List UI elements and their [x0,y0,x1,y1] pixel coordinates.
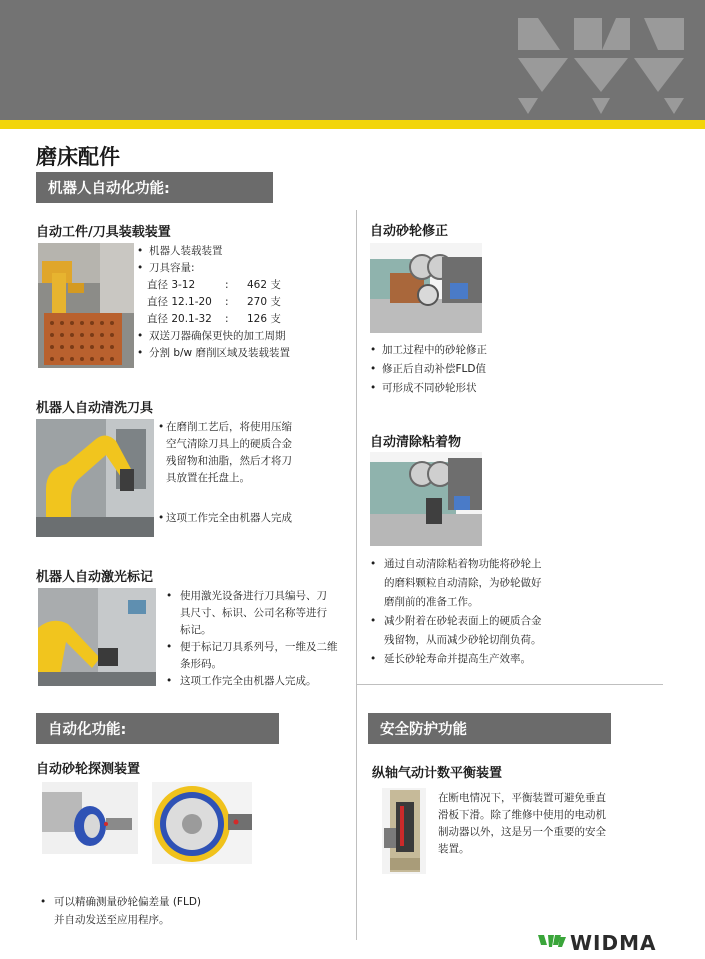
capacity-value: 270 支 [247,296,281,308]
capacity-row [137,311,347,328]
text-line: 装置。 [438,843,470,855]
brand-name: WIDMA [570,931,657,955]
balance-device-image [382,788,426,874]
capacity-value: 126 支 [247,313,281,325]
text-line: 残留物和油脂，然后才将刀 [166,455,292,467]
text-line: 制动器以外，这是另一个重要的安全 [438,826,606,838]
text-line: 并自动发送至应用程序。 [54,914,170,926]
adhesion-wheel-image [370,452,482,546]
probe-text [40,893,340,929]
laser-robot-image [38,588,156,686]
banner-robot-automation [36,172,273,203]
text-line: 具放置在托盘上。 [166,472,250,484]
text-line: 这项工作完全由机器人完成。 [180,675,317,687]
capacity-label: 直径 20.1-32 [147,313,212,325]
brand-mark-icon [518,18,684,114]
list-item: • 机器人装载装置 [137,243,347,260]
text-line: 磨削前的准备工作。 [384,596,479,608]
cleaning-text [158,419,348,527]
dressing-title: 自动砂轮修正 [370,224,449,239]
capacity-row [137,277,347,294]
cleaning-title: 机器人自动清洗刀具 [36,401,154,416]
banner-safety [368,713,611,744]
adhesion-title: 自动清除粘着物 [370,435,462,450]
text-line: 可以精确测量砂轮偏差量 (FLD) [54,896,202,908]
banner-label: 安全防护功能 [380,722,467,738]
text-line: 延长砂轮寿命并提高生产效率。 [384,653,531,665]
text-line: 残留物，从而减少砂轮切削负荷。 [384,634,542,646]
section-divider [357,684,663,685]
list-item: • 双送刀器确保更快的加工周期 [137,328,347,345]
capacity-sep: : [225,313,229,325]
bullet-dot: • [370,558,377,570]
banner-label: 机器人自动化功能: [48,181,170,197]
text-line: 通过自动清除粘着物功能将砂轮上 [384,558,542,570]
text-line: 空气清除刀具上的硬质合金 [166,438,292,450]
bullet-dot: • [370,615,377,627]
dressing-bullets [370,341,650,398]
list-item: • 分割 b/w 磨削区域及装载装置 [137,345,347,362]
probe-title: 自动砂轮探测装置 [36,762,141,777]
loading-station-image [38,243,134,368]
dressing-wheel-image [370,243,482,333]
bullet-dot: • [166,590,173,602]
text-line: 标记。 [180,624,212,636]
banner-label: 自动化功能: [48,722,127,738]
text-line: 具尺寸、标识、公司名称等进行 [180,607,327,619]
loading-title: 自动工件/刀具装载装置 [36,225,171,240]
capacity-value: 462 支 [247,279,281,291]
capacity-sep: : [225,296,229,308]
balance-title: 纵轴气动计数平衡装置 [372,766,503,781]
text-line: 滑板下滑。除了维修中使用的电动机 [438,809,606,821]
text-line: 在断电情况下，平衡装置可避免垂直 [438,792,606,804]
text-line: 条形码。 [180,658,222,670]
bullet-dot: • [370,653,377,665]
banner-automation [36,713,279,744]
text-line: 的磨料颗粒自动清除，为砂轮做好 [384,577,542,589]
loading-bullets [137,243,347,362]
bullet-dot: • [166,675,173,687]
list-item: • 加工过程中的砂轮修正 [370,341,650,360]
adhesion-text [370,555,660,669]
capacity-label: 直径 12.1-20 [147,296,212,308]
text-line: 在磨削工艺后，将使用压缩 [166,421,292,433]
laser-title: 机器人自动激光标记 [36,570,154,585]
list-item: • 刀具容量: [137,260,347,277]
capacity-sep: : [225,279,229,291]
list-item: • 可形成不同砂轮形状 [370,379,650,398]
bullet-dot: • [166,641,173,653]
brand-logo [538,931,656,955]
page-title: 磨床配件 [36,145,120,169]
bullet-dot: • [158,421,165,433]
text-line: 这项工作完全由机器人完成 [166,512,292,524]
column-divider [356,210,357,940]
capacity-row [137,294,347,311]
bullet-dot: • [158,512,165,524]
bullet-dot: • [40,896,47,908]
list-item: • 修正后自动补偿FLD值 [370,360,650,379]
accent-stripe [0,120,705,129]
brand-wings-icon [538,935,566,951]
probe-image-right [152,782,252,864]
capacity-label: 直径 3-12 [147,279,196,291]
text-line: 便于标记刀具系列号，一维及二维 [180,641,338,653]
text-line: 减少附着在砂轮表面上的硬质合金 [384,615,542,627]
probe-image-left [42,782,138,854]
text-line: 使用激光设备进行刀具编号、刀 [180,590,327,602]
balance-text [438,790,668,858]
laser-text [166,588,352,690]
cleaning-robot-image [36,419,154,537]
